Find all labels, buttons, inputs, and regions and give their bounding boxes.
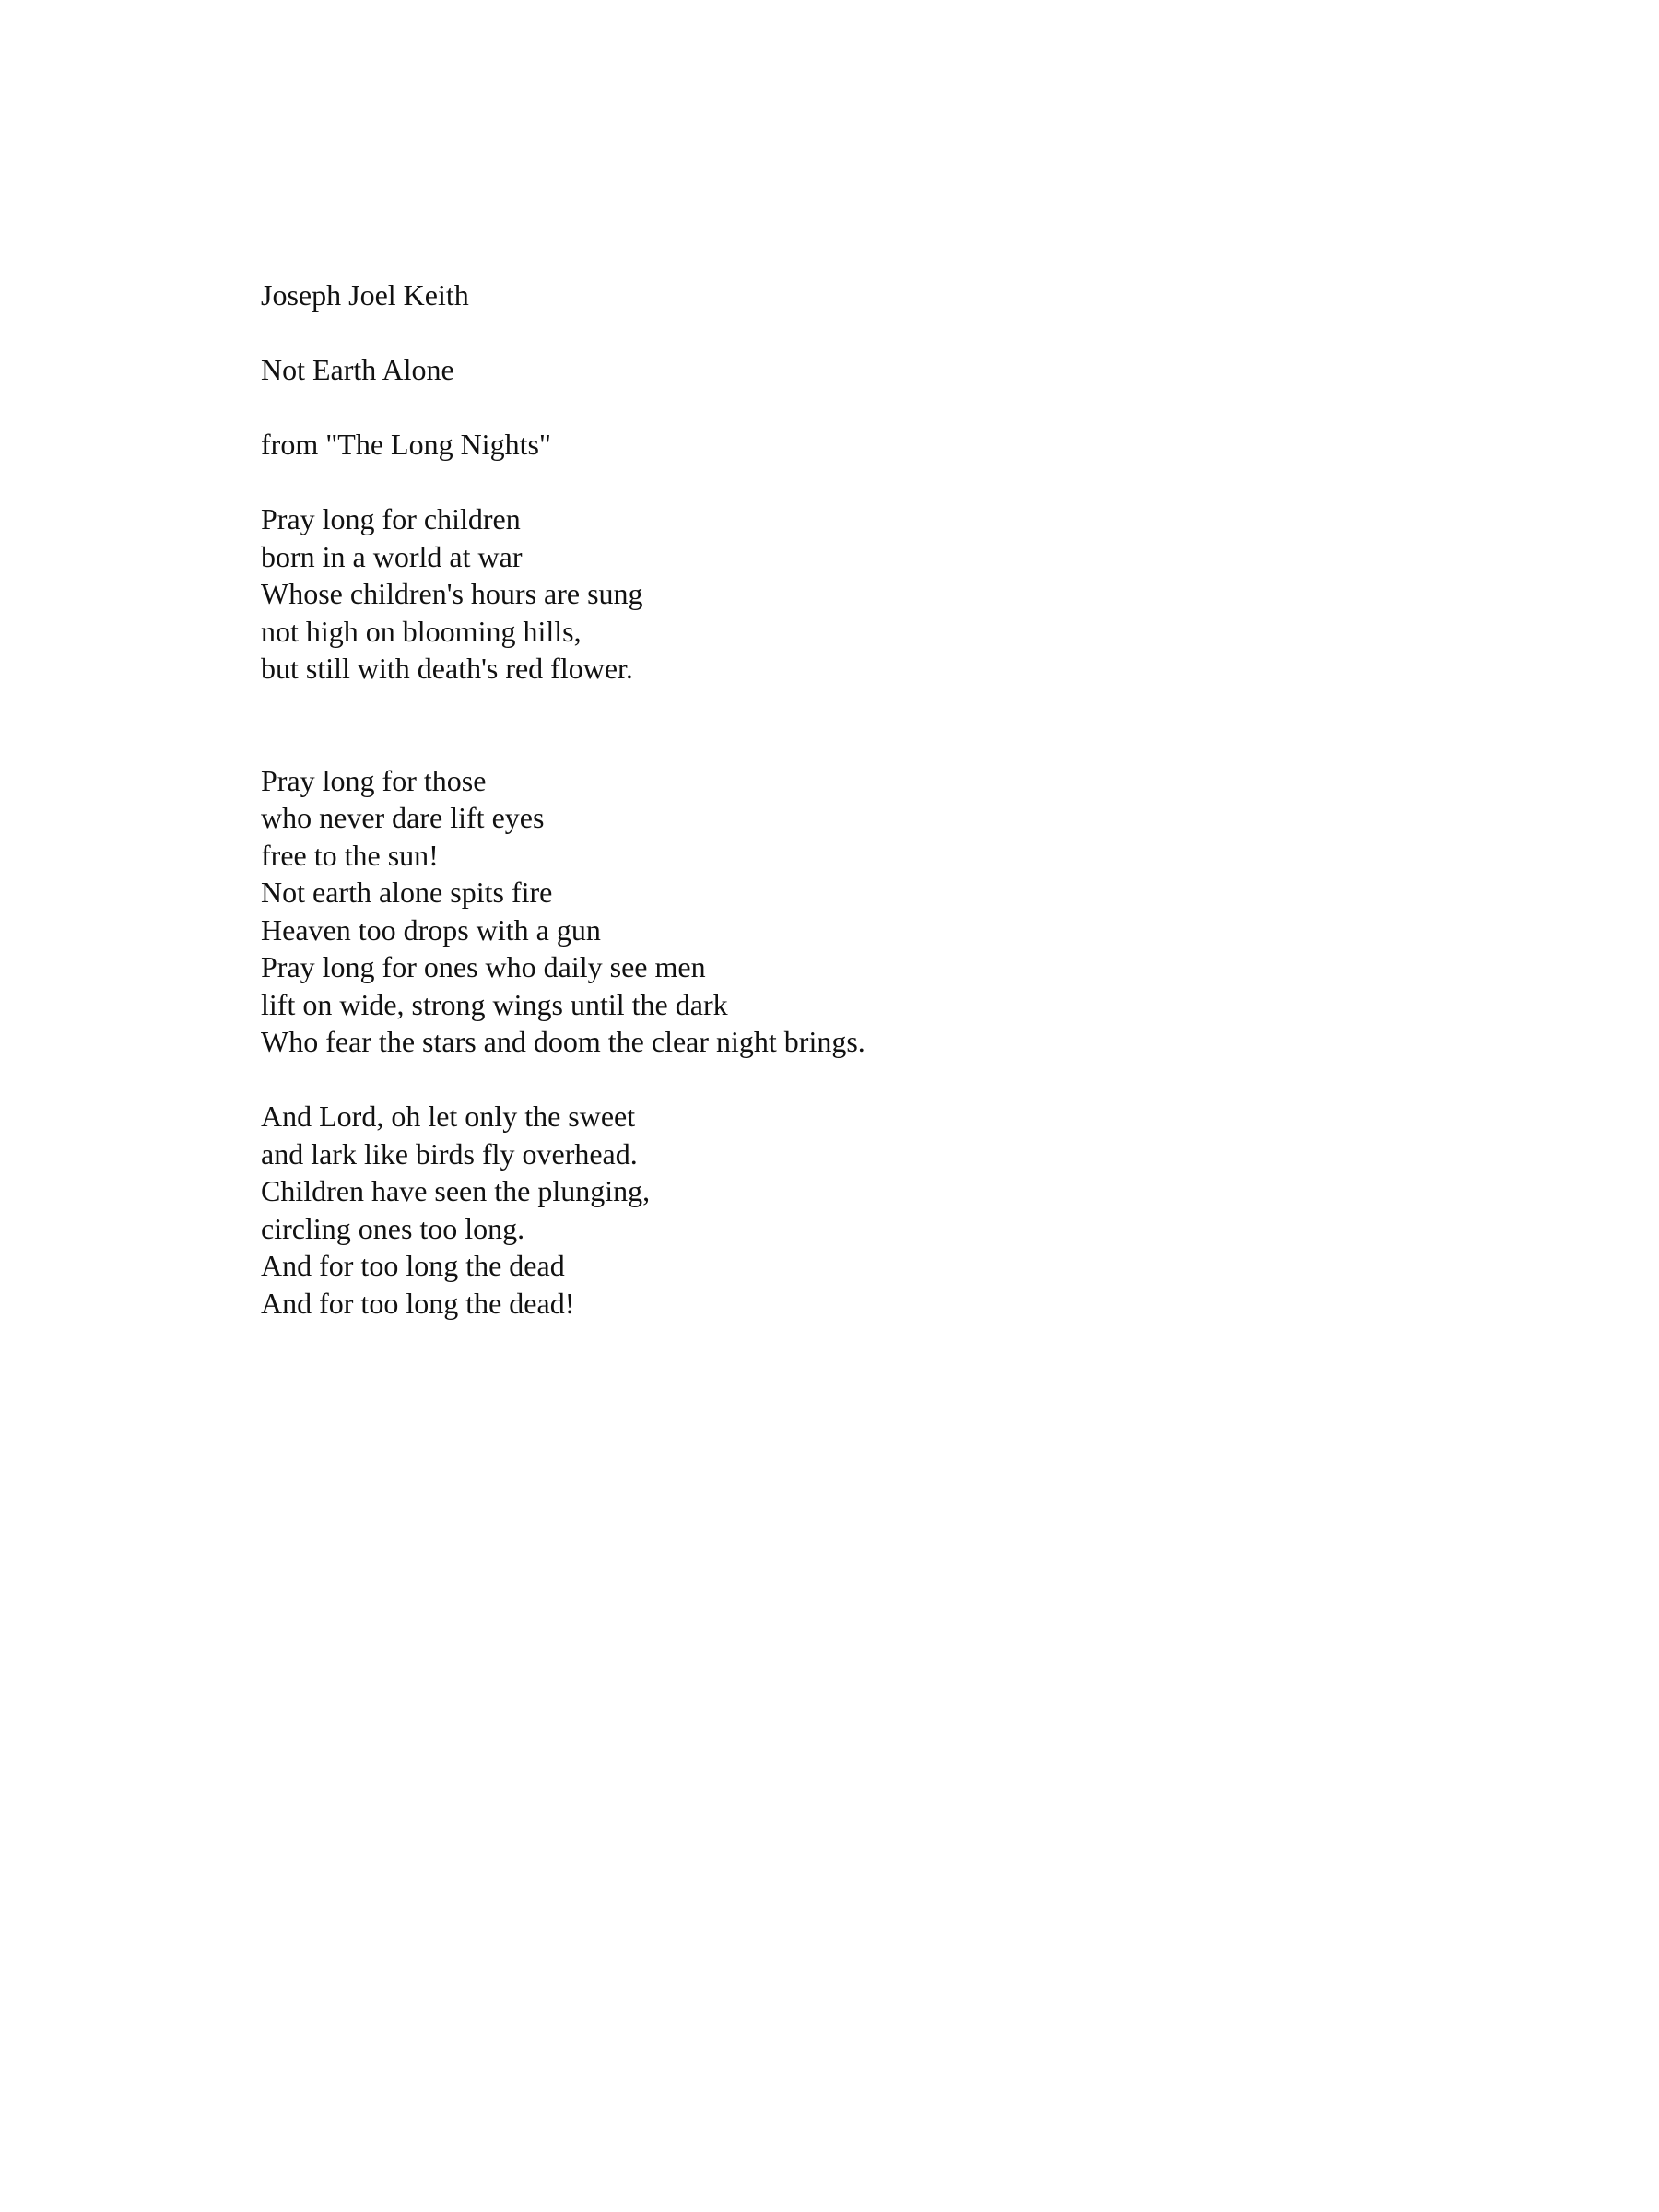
poem-text-block (261, 276, 1459, 1322)
stanza-3 (261, 1098, 1459, 1322)
poem-title: Not Earth Alone (261, 353, 454, 386)
poem-line: circling ones too long. (261, 1211, 525, 1245)
poem-line: free to the sun! (261, 838, 439, 872)
stanza-1 (261, 500, 1459, 688)
poem-line: Pray long for children (261, 502, 521, 535)
poem-line: not high on blooming hills, (261, 614, 582, 648)
spacer (261, 314, 1459, 352)
poem-line: And for too long the dead! (261, 1286, 575, 1320)
poem-line: Pray long for ones who daily see men (261, 950, 706, 983)
spacer (261, 688, 1459, 762)
spacer (261, 464, 1459, 501)
spacer (261, 1061, 1459, 1099)
poem-line: And Lord, oh let only the sweet (261, 1100, 636, 1133)
poem-line: lift on wide, strong wings until the dark (261, 987, 728, 1021)
poem-line: and lark like birds fly overhead. (261, 1136, 638, 1171)
poem-line: Not earth alone spits fire (261, 876, 553, 909)
poem-line: And for too long the dead (261, 1249, 565, 1282)
spacer (261, 389, 1459, 427)
poem-line: Pray long for those (261, 763, 487, 797)
poem-source: from "The Long Nights" (261, 428, 551, 461)
poem-line: Children have seen the plunging, (261, 1174, 651, 1207)
poem-line: Whose children's hours are sung (261, 577, 643, 610)
poem-line: but still with death's red flower. (261, 652, 633, 685)
author-name: Joseph Joel Keith (261, 278, 469, 312)
poem-line: who never dare lift eyes (261, 801, 545, 834)
poem-line: Heaven too drops with a gun (261, 912, 601, 947)
poem-line: Who fear the stars and doom the clear night brings. (261, 1025, 865, 1058)
stanza-2 (261, 762, 1459, 1061)
poem-line: born in a world at war (261, 539, 523, 573)
